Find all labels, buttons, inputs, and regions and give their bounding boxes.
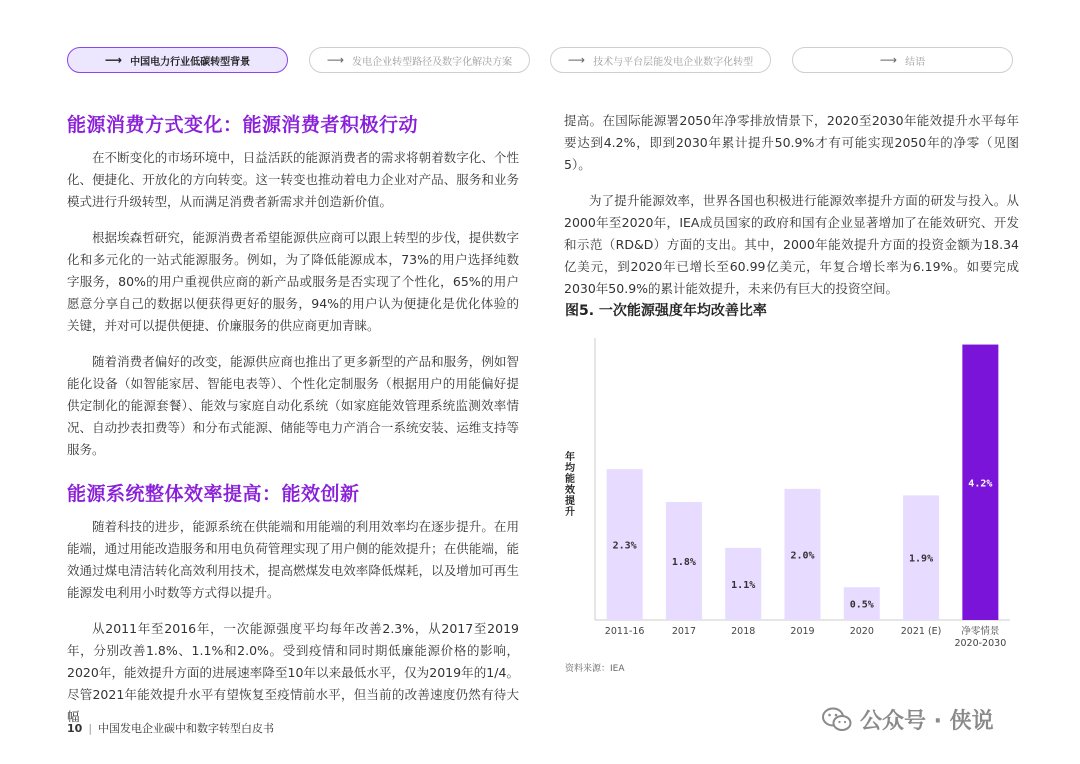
section-heading-efficiency: 能源系统整体效率提高：能效创新 <box>67 483 360 505</box>
section-tabs <box>67 47 1015 75</box>
paragraph: 随着科技的进步，能源系统在供能端和用能端的利用效率均在逐步提升。在用能端，通过用能改造服务和用电负荷管理实现了用户侧的能效提升；在供能端，能效通过煤电清洁转化高效利用技术，提高燃煤发电效率降低煤耗，以及增加可再生能源发电利用小时数等方式得以提升。 <box>67 519 519 600</box>
bar-value-label: 1.1% <box>731 579 756 591</box>
bar-value-label: 1.9% <box>909 553 934 565</box>
wechat-icon <box>822 707 852 733</box>
page-footer <box>67 720 274 736</box>
x-tick-label: 2019 <box>790 626 815 637</box>
tab-label: 结语 <box>905 56 926 68</box>
x-tick-label: 2020 <box>849 626 874 637</box>
tab-background[interactable] <box>67 47 288 73</box>
paragraph: 提高。在国际能源署2050年净零排放情景下，2020至2030年能效提升水平每年要达到4.2%，即到2030年累计提升50.9%才有可能实现2050年的净零（见图5）。 <box>564 113 1019 172</box>
left-column <box>67 110 519 728</box>
x-tick-label: 2021 (E) <box>900 626 942 637</box>
x-tick-label: 2017 <box>671 626 697 637</box>
footer-title: 中国发电企业碳中和数字转型白皮书 <box>98 722 275 735</box>
x-tick-label: 净零情景 2020-2030 <box>954 626 1007 649</box>
tab-label: 发电企业转型路径及数字化解决方案 <box>352 56 513 68</box>
tab-technology-platform[interactable] <box>550 47 771 73</box>
page-number: 10 <box>67 722 83 735</box>
section-heading-consumption: 能源消费方式变化：能源消费者积极行动 <box>67 114 419 136</box>
tab-label: 中国电力行业低碳转型背景 <box>130 56 251 68</box>
bar-value-label: 2.3% <box>612 540 637 552</box>
tab-label: 技术与平台层能发电企业数字化转型 <box>593 56 754 68</box>
bar-chart <box>560 330 1030 660</box>
arrow-right-icon: ⟶ <box>567 53 586 67</box>
paragraph: 为了提升能源效率，世界各国也积极进行能源效率提升方面的研发与投入。从2000年至2020年，IEA成员国家的政府和国有企业显著增加了在能效研究、开发和示范（RD&D）方面的支出。其中，2000年能效提升方面的投资金额为18.34亿美元，到2020年已增长至60.99亿美元，年复合增长率为6.19%。如要完成2030年50.9%的累计能效提升，未来仍有巨大的投资空间。 <box>564 193 1019 296</box>
bar-value-label: 4.2% <box>968 478 993 490</box>
arrow-right-icon: ⟶ <box>879 53 898 67</box>
footer-separator: | <box>88 722 93 735</box>
x-tick-label: 2011-16 <box>604 626 645 637</box>
x-tick-label: 2018 <box>731 626 756 637</box>
paragraph: 在不断变化的市场环境中，日益活跃的能源消费者的需求将朝着数字化、个性化、便捷化、开放化的方向转变。这一转变也推动着电力企业对产品、服务和业务模式进行升级转型，从而满足消费者新需求并创造新价值。 <box>67 150 519 209</box>
bar-value-label: 2.0% <box>790 550 815 562</box>
tab-transformation-path[interactable] <box>309 47 530 73</box>
right-column <box>564 110 1019 300</box>
bar-value-label: 0.5% <box>849 599 874 611</box>
tab-conclusion[interactable] <box>792 47 1013 73</box>
paragraph: 从2011年至2016年，一次能源强度平均每年改善2.3%，从2017至2019年，分别改善1.8%、1.1%和2.0%。受到疫情和同时期低廉能源价格的影响，2020年，能效提升方面的进展速率降至10年以来最低水平，仅为2019年的1/4。尽管2021年能效提升水平有望恢复至疫情前水平，但当前的改善速度仍然有待大幅 <box>67 621 519 724</box>
paragraph: 根据埃森哲研究，能源消费者希望能源供应商可以跟上转型的步伐，提供数字化和多元化的一站式能源服务。例如，为了降低能源成本，73%的用户选择纯数字服务，80%的用户重视供应商的新产品或服务是否实现了个性化，65%的用户愿意分享自己的数据以便获得更好的服务，94%的用户认为便捷化是优化体验的关键，并对可以提供便捷、价廉服务的供应商更加青睐。 <box>67 230 519 333</box>
watermark <box>822 704 994 735</box>
arrow-right-icon: ⟶ <box>104 53 123 67</box>
paragraph: 随着消费者偏好的改变，能源供应商也推出了更多新型的产品和服务，例如智能化设备（如智能家居、智能电表等）、个性化定制服务（根据用户的用能偏好提供定制化的能源套餐）、能效与家庭自动化系统（如家庭能效管理系统监测效率情况、自动抄表扣费等）和分布式能源、储能等电力产消合一系统安装、运维支持等服务。 <box>67 354 519 457</box>
watermark-text: 公众号 · 侠说 <box>860 709 994 734</box>
bar-value-label: 1.8% <box>671 556 696 568</box>
figure-title: 图5. 一次能源强度年均改善比率 <box>565 303 767 319</box>
arrow-right-icon: ⟶ <box>326 53 345 67</box>
figure-source: 资料来源：IEA <box>565 664 625 674</box>
y-axis-label: 年均能效提升 <box>565 452 575 518</box>
